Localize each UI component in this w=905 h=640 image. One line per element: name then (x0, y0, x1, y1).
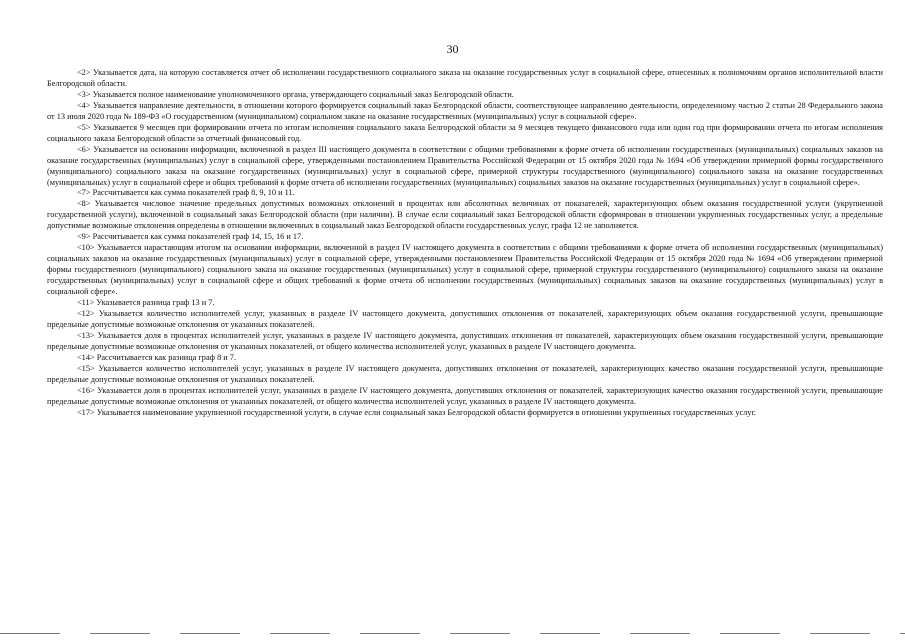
footnote-14: <14> Рассчитывается как разница граф 8 и 7. (77, 352, 237, 362)
footnote-2: <2> Указывается дата, на которую составляется отчет об исполнении государственного социального заказа на оказание государственных услуг в социальной сфере, отнесенных к полномочиям органов исполнительной власти Белгородской области. (47, 68, 883, 88)
footnote-12: <12> Указывается количество исполнителей услуг, указанных в разделе IV настоящего документа, допустивших отклонения от показателей, характеризующих объем оказания государственной услуги, превышающие предельные допустимые возможные отклонения от указанных показателей. (47, 308, 883, 329)
footnote-7: <7> Рассчитывается как сумма показателей граф 8, 9, 10 и 11. (77, 188, 295, 198)
footnote-9: <9> Рассчитывается как сумма показателей граф 14, 15, 16 и 17. (77, 232, 304, 242)
footnote-16: <16> Указывается доля в процентах исполнителей услуг, указанных в разделе IV настоящего документа, допустивших отклонения от показателей, характеризующих качество оказания государственной услуги, превышающие предельные допустимые возможные отклонения от указанных показателей, от общего количества исполнителей услуг, указанных в разделе IV настоящего документа. (47, 385, 883, 406)
footnote-3: <3> Указывается полное наименование уполномоченного органа, утверждающего социальный заказ Белгородской области. (77, 89, 514, 99)
footnote-17: <17> Указывается наименование укрупненной государственной услуги, в случае если социальный заказ Белгородской области формируется в отношении укрупненных государственных услуг. (77, 407, 757, 417)
footnote-6: <6> Указывается на основании информации, включенной в раздел III настоящего документа в соответствии с общими требованиями к форме отчета об исполнении государственных (муниципальных) социальных заказов на оказание государственных (муниципальных) услуг в социальной сфере, утвержденными постановлением Правительства Российской Федерации от 15 октября 2020 года № 1694 «Об утверждении примерной формы государственного (муниципального) социального заказа на оказание государственных (муниципальных) услуг в социальной сфере, примерной структуры государственного (муниципального) социального заказа на оказание государственных (муниципальных) услуг в социальной сфере и общих требований к форме отчета об исполнении государственных (муниципальных) социальных заказов на оказание государственных (муниципальных) услуг в социальной сфере». (47, 144, 883, 187)
page-number: 30 (446, 42, 459, 56)
footnote-13: <13> Указывается доля в процентах исполнителей услуг, указанных в разделе IV настоящего документа, допустивших отклонения от показателей, характеризующих объем оказания государственной услуги, превышающие предельные допустимые возможные отклонения от указанных показателей, от общего количества исполнителей услуг, указанных в разделе IV настоящего документа. (47, 330, 883, 351)
footnote-5: <5> Указывается 9 месяцев при формировании отчета по итогам исполнения социального заказа Белгородской области за 9 месяцев текущего финансового года или один год при формировании отчета по итогам исполнения социального заказа Белгородской области за отчетный финансовый год. (47, 122, 883, 143)
scan-edge-line (0, 633, 905, 634)
footnote-11: <11> Указывается разница граф 13 и 7. (77, 298, 215, 308)
footnotes (47, 68, 883, 419)
footnote-4: <4> Указывается направление деятельности, в отношении которого формируется социальный заказ Белгородской области, соответствующее направлению деятельности, определенному частью 2 статьи 28 Федерального закона от 13 июля 2020 года № 189-ФЗ «О государственном (муниципальном) социальном заказе на оказание государственных (муниципальных) услуг в социальной сфере». (47, 100, 883, 121)
footnote-10: <10> Указывается нарастающим итогом на основании информации, включенной в раздел IV настоящего документа в соответствии с общими требованиями к форме отчета об исполнении государственных (муниципальных) социальных заказов на оказание государственных (муниципальных) услуг в социальной сфере, утвержденными постановлением Правительства Российской Федерации от 15 октября 2020 года № 1694 «Об утверждении примерной формы государственного (муниципального) социального заказа на оказание государственных (муниципальных) услуг в социальной сфере, примерной структуры государственного (муниципального) социального заказа на оказание государственных (муниципальных) услуг в социальной сфере и общих требований к форме отчета об исполнении государственных (муниципальных) социальных заказов на оказание государственных (муниципальных) услуг в социальной сфере». (47, 243, 883, 297)
footnote-15: <15> Указывается количество исполнителей услуг, указанных в разделе IV настоящего документа, допустивших отклонения от показателей, характеризующих качество оказания государственной услуги, превышающие предельные допустимые возможные отклонения от указанных показателей. (47, 363, 883, 384)
footnote-8: <8> Указывается числовое значение предельных допустимых возможных отклонений в процентах или абсолютных величинах от показателей, характеризующих объем оказания государственной услуги (укрупненной государственной услуги), включенной в социальный заказ Белгородской области (при наличии). В случае если социальный заказ Белгородской области сформирован в отношении укрупненных государственных услуг, а предельные допустимые возможные отклонения определены в отношении включенных в социальный заказ Белгородской области государственных услуг, графа 12 не заполняется. (47, 199, 883, 231)
